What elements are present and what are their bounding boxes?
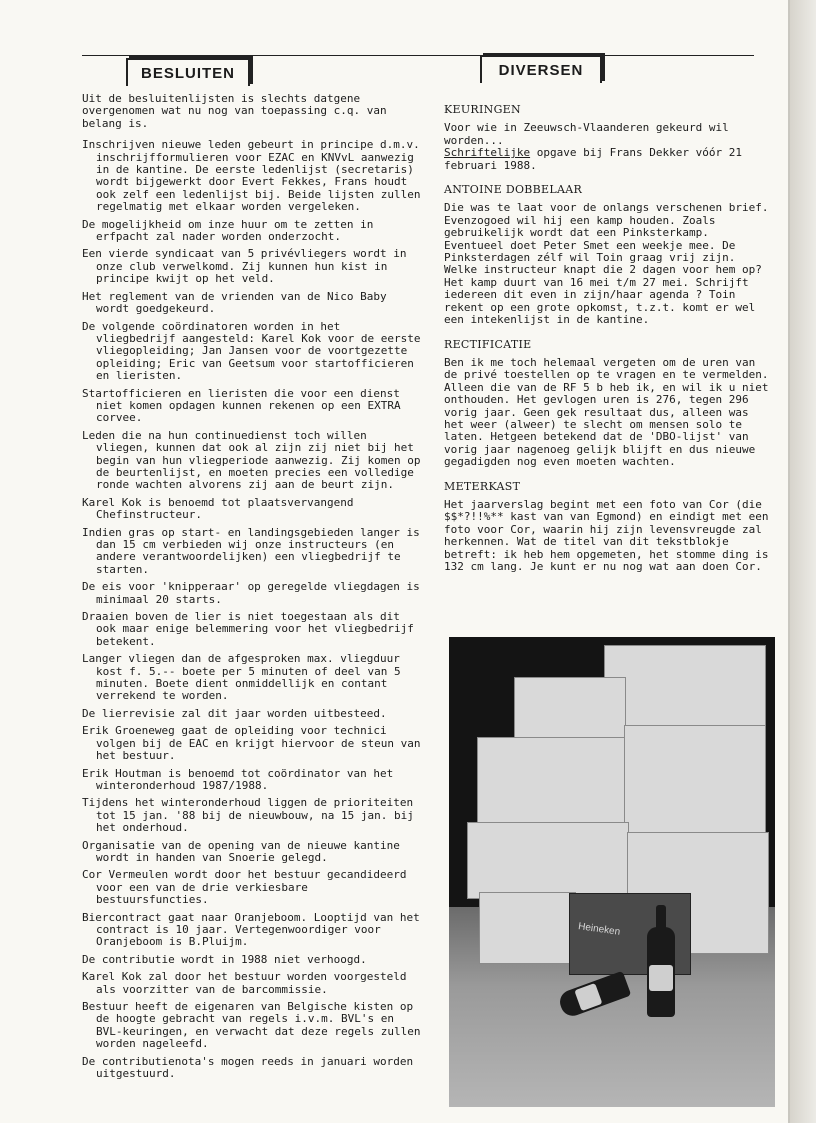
besluit-item: Inschrijven nieuwe leden gebeurt in principe d.m.v. inschrijfformulieren voor EZAC en KNVvL aanwezig in de kantine. De eerste ledenlijst (secretaris) wordt bijgewerkt door Evert Fekkes, Frans houdt ook zelf een ledenlijst bij. Beide lijsten zullen regelmatig met elkaar worden vergeleken. — [82, 138, 421, 214]
header-rule — [82, 55, 754, 56]
meterkast-photo — [449, 637, 775, 1107]
besluit-item: De mogelijkheid om inze huur om te zetten in erfpacht zal nader worden onderzocht. — [82, 217, 374, 244]
besluiten-column — [82, 93, 422, 1085]
besluit-item: Biercontract gaat naar Oranjeboom. Looptijd van het contract is 10 jaar. Vertegenwoordiger voor Oranjeboom is B.Pluijm. — [82, 910, 420, 949]
photo-cardboard-box — [467, 822, 629, 899]
besluit-item: Startofficieren en lieristen die voor een dienst niet komen opdagen kunnen rekenen op een EXTRA corvee. — [82, 386, 401, 425]
bottle-label — [649, 965, 673, 991]
besluit-item: Leden die na hun continuedienst toch willen vliegen, kunnen dat ook al zijn zij niet bij het begin van hun vliegperiode aanwezig. Zij komen op de beurtenlijst, en moeten precies een volledige ronde wachten alvorens zij aan de beurt zijn. — [82, 428, 421, 492]
besluit-item: Karel Kok zal door het bestuur worden voorgesteld als voorzitter van de barcommissie. — [82, 970, 407, 996]
besluiten-header-label: BESLUITEN — [140, 64, 235, 82]
keuringen-underlined: Schriftelijke — [444, 146, 531, 160]
besluiten-intro: Uit de besluitenlijsten is slechts datgene overgenomen wat nu nog van toepassing c.q. van belang is. — [82, 92, 387, 130]
besluit-item: Het reglement van de vrienden van de Nico Baby wordt goedgekeurd. — [82, 289, 387, 316]
besluit-item: Erik Groeneweg gaat de opleiding voor technici volgen bij de EAC en krijgt hiervoor de steun van het bestuur. — [82, 724, 421, 763]
keuringen-heading: KEURINGEN — [444, 103, 521, 116]
meterkast-heading: METERKAST — [444, 479, 521, 493]
diversen-header — [480, 55, 602, 83]
besluit-item: Erik Houtman is benoemd tot coördinator van het winteronderhoud 1987/1988. — [82, 766, 394, 792]
photo-cardboard-box — [624, 725, 766, 837]
besluit-item: Cor Vermeulen wordt door het bestuur gecandideerd voor een van de drie verkiesbare bestuursfuncties. — [82, 868, 407, 907]
besluit-item: Karel Kok is benoemd tot plaatsvervangend Chefinstructeur. — [82, 495, 354, 522]
keuringen-text-2: opgave bij Frans Dekker vóór 21 februari 1988. — [444, 146, 743, 172]
photo-standing-bottle — [647, 927, 675, 1017]
photo-cardboard-box — [479, 892, 576, 964]
antoine-text: Die was te laat voor de onlangs verschenen brief. Evenzogoed wil hij een kamp houden. Zoals gebruikelijk wordt dat een Pinksterkamp. Eventueel doet Peter Smet een weekje mee. De Pinksterdagen zélf wil Toin graag vrij zijn. Welke instructeur knapt die 2 dagen voor hem op? Het kamp duurt van 16 mei t/m 27 mei. Schrijft iedereen dit even in zijn/haar agenda ? Toin rekent op een grote opkomst, t.z.t. komt er wel een intekenlijst in de kantine. — [444, 201, 769, 327]
page-edge — [790, 0, 816, 1123]
besluit-item: Langer vliegen dan de afgesproken max. vliegduur kost f. 5.-- boete per 5 minuten of deel van 5 minuten. Boete dient onmiddellijk en contant verrekend te worden. — [82, 652, 401, 703]
besluit-item: De eis voor 'knipperaar' op geregelde vliegdagen is minimaal 20 starts. — [82, 580, 420, 606]
besluiten-header — [126, 58, 250, 86]
besluit-item: Draaien boven de lier is niet toegestaan als dit ook maar enige belemmering voor het vliegbedrijf betekent. — [82, 610, 414, 648]
keuringen-text-1: Voor wie in Zeeuwsch-Vlaanderen gekeurd wil worden... — [444, 121, 729, 147]
crate-label: Heineken — [577, 921, 621, 938]
photo-cardboard-box — [477, 737, 629, 829]
besluit-item: Tijdens het winteronderhoud liggen de prioriteiten tot 15 jan. '88 bij de nieuwbouw, na 15 jan. bij het onderhoud. — [82, 796, 414, 835]
besluit-item: Organisatie van de opening van de nieuwe kantine wordt in handen van Snoerie gelegd. — [82, 838, 400, 864]
besluit-item: Bestuur heeft de eigenaren van Belgische kisten op de hoogte gebracht van regels i.v.m. BVL's en BVL-keuringen, en verwacht dat deze regels zullen worden nageleefd. — [82, 1000, 421, 1051]
diversen-column — [444, 104, 774, 585]
diversen-header-label: DIVERSEN — [498, 61, 584, 79]
besluit-item: De contributie wordt in 1988 niet verhoogd. — [82, 952, 367, 966]
bottle-label — [574, 983, 602, 1011]
meterkast-text: Het jaarverslag begint met een foto van Cor (die $$*?!!%** kast van van Egmond) en eindigt met een foto voor Cor, waarin hij zijn levensvreugde zal herkennen. Wat de titel van dit tekstblokje betreft: ik heb hem opgemeten, het stomme ding is 132 cm lang. Je kunt er nu nog wat aan doen Cor. — [444, 497, 769, 573]
rectificatie-text: Ben ik me toch helemaal vergeten om de uren van de privé toestellen op te vragen en te vermelden. Alleen die van de RF 5 b heb ik, en wil ik u niet onthouden. Het gevlogen uren is 276, tegen 296 vorig jaar. Geen gek resultaat dus, alleen was het weer (alweer) te slecht om mensen solo te laten. Hetgeen betekend dat de 'DBO-lijst' van vorig jaar nagenoeg gelijk blijft en dus nieuwe gegadigden nog even moeten wachten. — [444, 355, 769, 469]
antoine-heading: ANTOINE DOBBELAAR — [444, 183, 583, 197]
photo-cardboard-box — [604, 645, 766, 727]
besluit-item: De volgende coördinatoren worden in het vliegbedrijf aangesteld: Karel Kok voor de eerste vliegopleiding; Jan Jansen voor de voortgezette opleiding; Eric van Geetsum voor startofficieren en lieristen. — [82, 319, 421, 383]
besluit-item: De contributienota's mogen reeds in januari worden uitgestuurd. — [82, 1054, 414, 1081]
besluit-item: De lierrevisie zal dit jaar worden uitbesteed. — [82, 706, 387, 720]
besluit-item: Een vierde syndicaat van 5 privévliegers wordt in onze club verwelkomd. Zij kunnen hun kist in principe kwijt op het veld. — [82, 247, 407, 286]
keuringen-text — [444, 122, 774, 172]
rectificatie-heading: RECTIFICATIE — [444, 337, 532, 351]
besluit-item: Indien gras op start- en landingsgebieden langer is dan 15 cm verbieden wij onze instructeurs (en andere verantwoordelijken) een vliegbedrijf te starten. — [82, 525, 420, 576]
